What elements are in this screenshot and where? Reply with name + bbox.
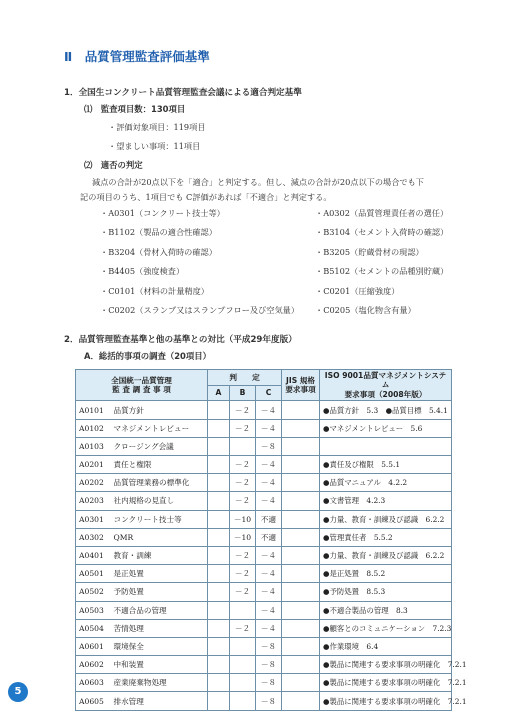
row-grade-c: －８ <box>256 674 282 692</box>
row-grade-c: －４ <box>256 565 282 583</box>
row-code: A0504 <box>76 619 114 637</box>
critical-items-row <box>100 208 480 227</box>
row-grade-b: －２ <box>230 492 256 510</box>
row-grade-b <box>230 674 256 692</box>
row-iso: ●作業環境 6.4 <box>320 637 452 655</box>
row-iso: ●責任及び権限 5.5.1 <box>320 456 452 474</box>
table-row <box>76 401 452 419</box>
row-jis <box>282 528 320 546</box>
row-grade-b <box>230 437 256 455</box>
row-code: A0201 <box>76 456 114 474</box>
sub1-line-1: ・評価対象項目：119項目 <box>108 122 206 132</box>
row-grade-a <box>208 601 230 619</box>
row-grade-b: －10 <box>230 510 256 528</box>
row-jis <box>282 510 320 528</box>
table-row <box>76 601 452 619</box>
header-audit-items <box>76 370 208 401</box>
table-row <box>76 419 452 437</box>
section2-title: 2．品質管理監査基準と他の基準との対比（平成29年度版） <box>64 335 297 345</box>
row-name: 責任と権限 <box>114 456 208 474</box>
row-code: A0605 <box>76 692 114 710</box>
row-grade-c: －４ <box>256 474 282 492</box>
row-grade-b <box>230 656 256 674</box>
row-grade-b <box>230 601 256 619</box>
row-code: A0102 <box>76 419 114 437</box>
table-row <box>76 656 452 674</box>
row-name: 排水管理 <box>114 692 208 710</box>
row-iso: ●力量、教育・訓練及び認識 6.2.2 <box>320 546 452 564</box>
row-iso: ●製品に関連する要求事項の明確化 7.2.1 <box>320 674 452 692</box>
critical-items-row <box>100 247 480 266</box>
table-row <box>76 583 452 601</box>
row-jis <box>282 546 320 564</box>
row-jis <box>282 456 320 474</box>
page-number: 5 <box>8 682 28 702</box>
critical-item: ・B3204（骨材入荷時の確認） <box>100 246 217 257</box>
row-code: A0401 <box>76 546 114 564</box>
header-jis-line2: 要求事項 <box>285 385 316 395</box>
critical-items-row <box>100 286 480 305</box>
row-iso: ●品質方針 5.3 ●品質目標 5.4.1 <box>320 401 452 419</box>
section2-subtitle: A．総括的事項の調査（20項目） <box>84 351 212 361</box>
row-name: コンクリート技士等 <box>114 510 208 528</box>
row-iso: ●製品に関連する要求事項の明確化 7.2.1 <box>320 656 452 674</box>
row-jis <box>282 637 320 655</box>
row-jis <box>282 437 320 455</box>
audit-comparison-table <box>75 369 467 711</box>
critical-items-list <box>100 208 480 324</box>
section1-title: 1．全国生コンクリート品質管理監査会議による適合判定基準 <box>64 88 302 98</box>
row-grade-c: －４ <box>256 401 282 419</box>
row-code: A0501 <box>76 565 114 583</box>
row-grade-b: －２ <box>230 583 256 601</box>
header-audit-items-line2: 監 査 調 査 事 項 <box>112 385 171 395</box>
row-grade-a <box>208 401 230 419</box>
row-grade-b: －２ <box>230 474 256 492</box>
row-jis <box>282 492 320 510</box>
row-iso: ●マネジメントレビュー 5.6 <box>320 419 452 437</box>
row-code: A0203 <box>76 492 114 510</box>
row-iso: ●品質マニュアル 4.2.2 <box>320 474 452 492</box>
critical-item: ・B4405（強度検査） <box>100 266 185 277</box>
row-code: A0601 <box>76 637 114 655</box>
table-row <box>76 474 452 492</box>
row-name: 苦情処理 <box>114 619 208 637</box>
critical-item: ・C0101（材料の計量精度） <box>100 285 209 296</box>
table-row <box>76 692 452 710</box>
row-grade-b: －２ <box>230 619 256 637</box>
row-name: 教育・訓練 <box>114 546 208 564</box>
row-name: 社内規格の見直し <box>114 492 208 510</box>
row-grade-a <box>208 437 230 455</box>
table-row <box>76 637 452 655</box>
critical-item: ・B3205（貯蔵骨材の現認） <box>315 246 424 257</box>
table-row <box>76 528 452 546</box>
row-name: 品質管理業務の標準化 <box>114 474 208 492</box>
header-audit-items-line1: 全国統一品質管理 <box>111 375 172 385</box>
critical-item: ・B5102（セメントの品種別貯蔵） <box>315 266 449 277</box>
row-name: 不適合品の管理 <box>114 601 208 619</box>
row-jis <box>282 583 320 601</box>
row-grade-a <box>208 692 230 710</box>
row-name: 中和装置 <box>114 656 208 674</box>
row-grade-c: －４ <box>256 583 282 601</box>
row-grade-c: －４ <box>256 601 282 619</box>
row-code: A0602 <box>76 656 114 674</box>
row-grade-c: －４ <box>256 419 282 437</box>
row-grade-a <box>208 656 230 674</box>
critical-item: ・A0301（コンクリート技士等） <box>100 208 225 218</box>
table-row <box>76 565 452 583</box>
table-row <box>76 456 452 474</box>
row-grade-b: －２ <box>230 419 256 437</box>
row-iso: ●管理責任者 5.5.2 <box>320 528 452 546</box>
row-grade-a <box>208 546 230 564</box>
row-iso: ●文書管理 4.2.3 <box>320 492 452 510</box>
row-name: 品質方針 <box>114 401 208 419</box>
row-jis <box>282 474 320 492</box>
row-grade-c: －４ <box>256 546 282 564</box>
row-grade-b: －２ <box>230 401 256 419</box>
row-grade-a <box>208 637 230 655</box>
row-grade-b: －２ <box>230 546 256 564</box>
critical-items-row <box>100 305 480 324</box>
row-grade-b: －２ <box>230 565 256 583</box>
row-jis <box>282 419 320 437</box>
header-jis-line1: JIS 規格 <box>286 375 315 385</box>
table-row <box>76 492 452 510</box>
row-code: A0503 <box>76 601 114 619</box>
row-grade-c: －４ <box>256 619 282 637</box>
row-jis <box>282 401 320 419</box>
header-grade-a: A <box>208 385 230 401</box>
row-grade-c: －４ <box>256 492 282 510</box>
header-grade-b: B <box>230 385 256 401</box>
row-code: A0301 <box>76 510 114 528</box>
row-jis <box>282 619 320 637</box>
row-iso: ●是正処置 8.5.2 <box>320 565 452 583</box>
row-jis <box>282 601 320 619</box>
row-iso: ●顧客とのコミュニケーション 7.2.3 <box>320 619 452 637</box>
sub2-text-1: 減点の合計が20点以下を「適合」と判定する。但し、減点の合計が20点以下の場合でも下 <box>92 177 424 187</box>
header-iso-line1: ISO 9001品質マネジメントシステム <box>324 371 447 390</box>
sub2-label: ⑵ 適否の判定 <box>84 160 143 170</box>
row-grade-a <box>208 565 230 583</box>
row-jis <box>282 656 320 674</box>
row-grade-b <box>230 637 256 655</box>
row-grade-c: 不適 <box>256 528 282 546</box>
row-grade-a <box>208 474 230 492</box>
row-grade-b <box>230 692 256 710</box>
row-grade-a <box>208 674 230 692</box>
table-row <box>76 546 452 564</box>
table-row <box>76 510 452 528</box>
row-code: A0101 <box>76 401 114 419</box>
row-name: クロージング会議 <box>114 437 208 455</box>
row-name: 環境保全 <box>114 637 208 655</box>
header-judgement: 判 定 <box>208 370 282 386</box>
sub1-line-2: ・望ましい事項：11項目 <box>108 141 201 151</box>
critical-item: ・C0205（塩化物含有量） <box>315 304 416 315</box>
row-grade-b: －２ <box>230 456 256 474</box>
critical-item: ・C0202（スランプ又はスランプフロー及び空気量） <box>100 304 300 315</box>
row-iso: ●不適合製品の管理 8.3 <box>320 601 452 619</box>
row-code: A0302 <box>76 528 114 546</box>
critical-item: ・B1102（製品の適合性確認） <box>100 227 217 238</box>
row-iso: ●力量、教育・訓練及び認識 6.2.2 <box>320 510 452 528</box>
row-grade-a <box>208 419 230 437</box>
row-name: マネジメントレビュー <box>114 419 208 437</box>
row-code: A0502 <box>76 583 114 601</box>
header-grade-c: C <box>256 385 282 401</box>
row-grade-a <box>208 583 230 601</box>
row-jis <box>282 674 320 692</box>
row-code: A0603 <box>76 674 114 692</box>
row-grade-a <box>208 619 230 637</box>
table-row <box>76 674 452 692</box>
critical-item: ・C0201（圧縮強度） <box>315 285 400 296</box>
row-name: QMR <box>114 528 208 546</box>
critical-items-row <box>100 227 480 246</box>
header-iso-line2: 要求事項（2008年版） <box>344 389 427 399</box>
row-grade-c: －８ <box>256 637 282 655</box>
critical-item: ・B3104（セメント入荷時の確認） <box>315 227 449 238</box>
table-row <box>76 437 452 455</box>
row-iso <box>320 437 452 455</box>
row-name: 是正処置 <box>114 565 208 583</box>
row-grade-c: －８ <box>256 437 282 455</box>
sub2-text-2: 記の項目のうち、1項目でも C評価があれば「不適合」と判定する。 <box>80 192 332 202</box>
header-jis <box>282 370 320 401</box>
critical-items-row <box>100 266 480 285</box>
row-grade-a <box>208 510 230 528</box>
page-heading: Ⅱ 品質管理監査評価基準 <box>64 49 210 64</box>
row-grade-c: －８ <box>256 692 282 710</box>
row-grade-c: －４ <box>256 456 282 474</box>
row-grade-c: －８ <box>256 656 282 674</box>
header-iso <box>320 370 452 401</box>
row-grade-b: －10 <box>230 528 256 546</box>
row-iso: ●予防処置 8.5.3 <box>320 583 452 601</box>
row-grade-a <box>208 456 230 474</box>
row-grade-c: 不適 <box>256 510 282 528</box>
critical-item: ・A0302（品質管理責任者の選任） <box>315 208 449 218</box>
row-jis <box>282 565 320 583</box>
row-grade-a <box>208 492 230 510</box>
row-jis <box>282 692 320 710</box>
row-code: A0202 <box>76 474 114 492</box>
row-name: 産業廃棄物処理 <box>114 674 208 692</box>
table-row <box>76 619 452 637</box>
row-code: A0103 <box>76 437 114 455</box>
row-iso: ●製品に関連する要求事項の明確化 7.2.1 <box>320 692 452 710</box>
row-grade-a <box>208 528 230 546</box>
row-name: 予防処置 <box>114 583 208 601</box>
sub1-label: ⑴ 監査項目数：130項目 <box>84 104 186 114</box>
